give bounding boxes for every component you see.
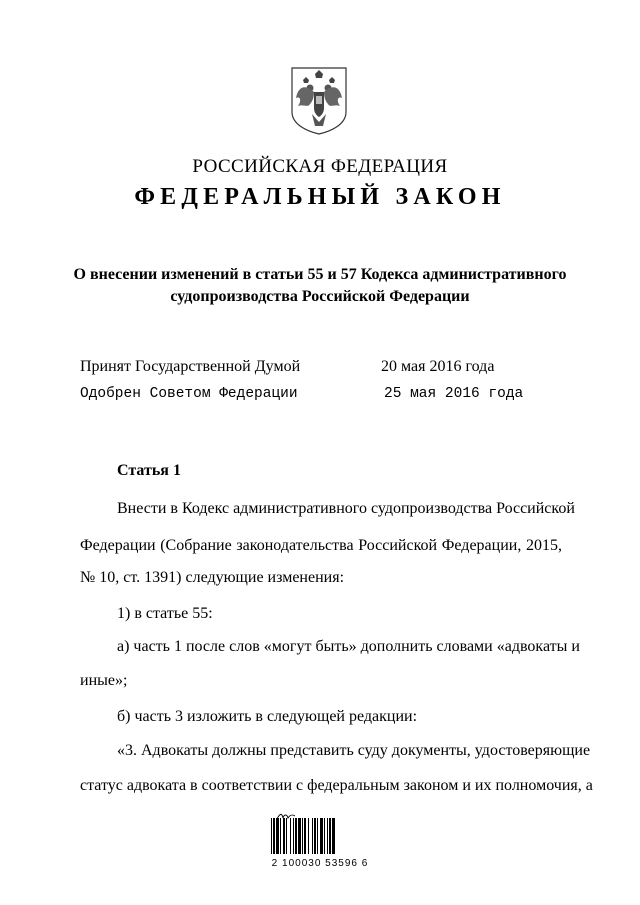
article-line: статус адвоката в соответствии с федеральным законом и их полномочия, а [80,777,593,794]
article-line: «3. Адвокаты должны представить суду документы, удостоверяющие [117,742,591,759]
barcode-icon [271,818,369,854]
law-title [0,264,640,308]
article-line: иные»; [80,672,128,689]
duma-adoption-date: 20 мая 2016 года [381,358,495,375]
article-line: б) часть 3 изложить в следующей редакции: [117,708,418,725]
law-title-line-1: О внесении изменений в статьи 55 и 57 Кодекса административного [73,266,567,283]
coat-of-arms-icon [288,64,350,136]
article-heading: Статья 1 [117,462,181,479]
handwritten-initials [276,808,296,818]
article-line: а) часть 1 после слов «могут быть» дополнить словами «адвокаты и [117,638,580,655]
article-line: 1) в статье 55: [117,605,213,622]
council-approval-date: 25 мая 2016 года [384,386,524,402]
law-title-line-2: судопроизводства Российской Федерации [170,288,470,305]
country-name: РОССИЙСКАЯ ФЕДЕРАЦИЯ [192,156,448,177]
document-type: ФЕДЕРАЛЬНЫЙ ЗАКОН [134,184,506,210]
article-line: Внести в Кодекс административного судопроизводства Российской [117,500,575,517]
council-approval-label: Одобрен Советом Федерации [80,386,298,402]
barcode-number: 2 100030 53596 6 [271,858,369,869]
duma-adoption-label: Принят Государственной Думой [80,358,301,375]
article-line: Федерации (Собрание законодательства Российской Федерации, 2015, [80,537,562,554]
article-line: № 10, ст. 1391) следующие изменения: [80,569,345,586]
